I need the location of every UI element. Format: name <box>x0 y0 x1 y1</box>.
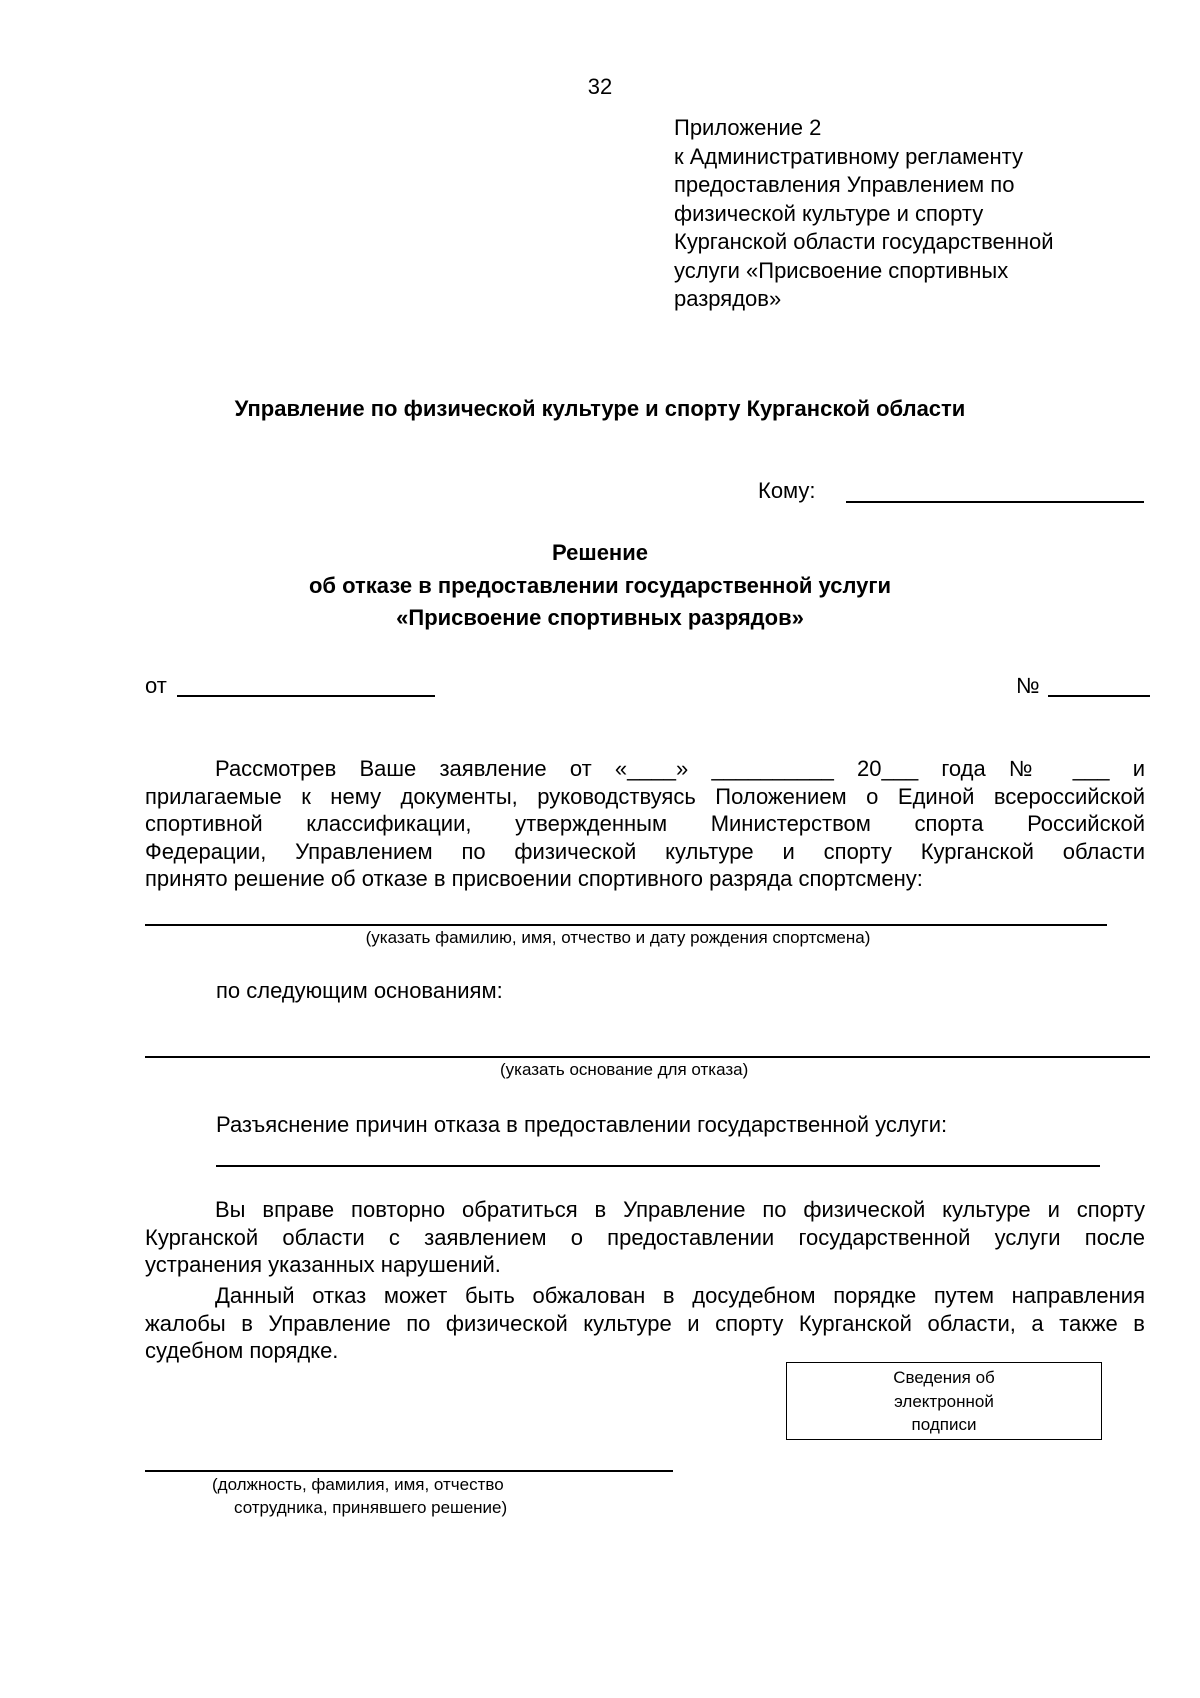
date-label: от <box>145 673 167 698</box>
number-label: № <box>1016 673 1040 698</box>
appendix-line: физической культуре и спорту <box>674 200 984 226</box>
recipient-label: Кому: <box>758 478 816 503</box>
appendix-line: разрядов» <box>674 286 782 311</box>
appendix-line: Курганской области государственной <box>674 229 1054 254</box>
appendix-line: услуги «Присвоение спортивных <box>674 257 1009 283</box>
appendix-line: Приложение 2 <box>674 115 822 140</box>
paragraph-line: судебном порядке. <box>145 1338 339 1363</box>
paragraph-line: Курганской области с заявлением о предоставлении государственной услуги после <box>145 1224 1145 1250</box>
reapply-paragraph <box>145 1196 1145 1279</box>
signature-box-line: электронной <box>894 1391 994 1411</box>
page-number: 32 <box>587 74 613 99</box>
decision-title-line: об отказе в предоставлении государственной услуги <box>308 572 892 598</box>
paragraph-line: Вы вправе повторно обратиться в Управление по физической культуре и спорту <box>215 1197 1145 1222</box>
paragraph-line: Федерации, Управлением по физической культуре и спорту Курганской области <box>145 838 1145 864</box>
signature-box-line: подписи <box>911 1415 977 1434</box>
athlete-caption <box>0 928 1200 948</box>
official-caption-line: (должность, фамилия, имя, отчество <box>212 1475 504 1494</box>
signature-box-line: Сведения об <box>893 1368 995 1387</box>
paragraph-line: спортивной классификации, утвержденным Министерством спорта Российской <box>145 811 1145 836</box>
paragraph-line: принято решение об отказе в присвоении спортивного разряда спортсмену: <box>145 866 923 891</box>
explanation-label: Разъяснение причин отказа в предоставлении государственной услуги: <box>216 1112 948 1137</box>
grounds-label: по следующим основаниям: <box>216 978 503 1003</box>
decision-title-line: Решение <box>552 540 648 565</box>
date-field[interactable] <box>177 695 435 697</box>
recipient-field[interactable] <box>846 501 1144 503</box>
paragraph-line: жалобы в Управление по физической культуре и спорту Курганской области, а также в <box>145 1310 1145 1336</box>
athlete-caption-text: (указать фамилию, имя, отчество и дату рождения спортсмена) <box>365 928 871 947</box>
electronic-signature-box <box>786 1362 1102 1440</box>
decision-title <box>0 537 1200 635</box>
grounds-field[interactable] <box>145 1056 1150 1058</box>
organization-title: Управление по физической культуре и спорту Курганской области <box>234 396 966 421</box>
official-caption <box>212 1473 507 1519</box>
paragraph-line: Рассмотрев Ваше заявление от «____» __________ 20___ года № ___ и <box>215 756 1145 781</box>
number-field[interactable] <box>1048 695 1150 697</box>
paragraph-line: устранения указанных нарушений. <box>145 1252 501 1277</box>
official-signature-field[interactable] <box>145 1470 673 1472</box>
appendix-header <box>674 114 1174 314</box>
paragraph-line: Данный отказ может быть обжалован в досудебном порядке путем направления <box>215 1283 1145 1308</box>
explanation-field[interactable] <box>216 1165 1100 1167</box>
appendix-line: предоставления Управлением по <box>674 172 1015 197</box>
official-caption-line: сотрудника, принявшего решение) <box>234 1498 508 1517</box>
grounds-caption: (указать основание для отказа) <box>500 1060 749 1079</box>
main-paragraph <box>145 755 1145 893</box>
appeal-paragraph <box>145 1282 1145 1365</box>
paragraph-line: прилагаемые к нему документы, руководствуясь Положением о Единой всероссийской <box>145 783 1145 809</box>
athlete-field[interactable] <box>145 924 1107 926</box>
decision-title-line: «Присвоение спортивных разрядов» <box>396 605 804 630</box>
appendix-line: к Административному регламенту <box>674 143 1024 169</box>
